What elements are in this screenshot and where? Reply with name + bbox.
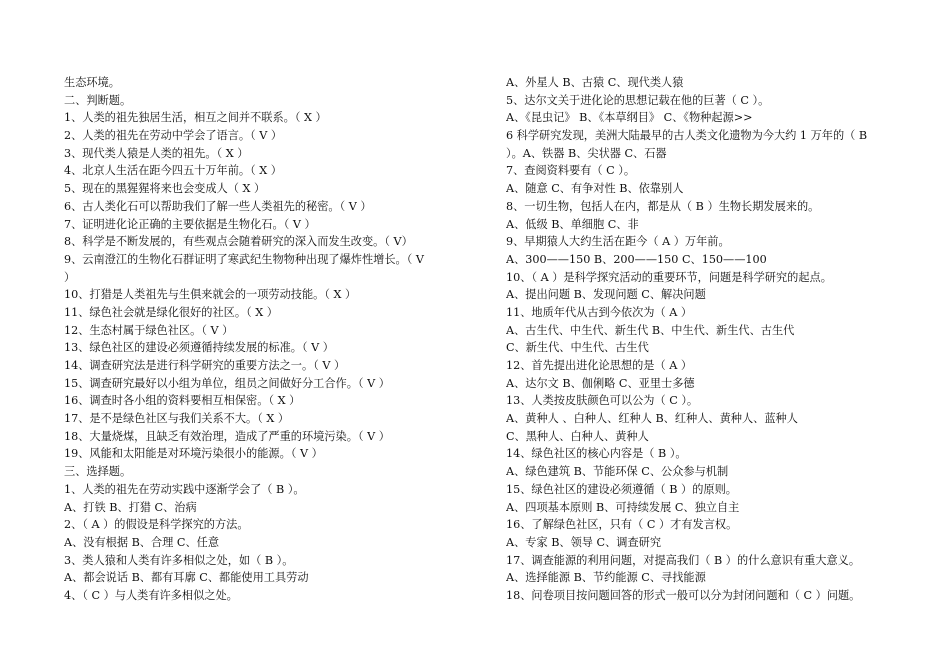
- left-column-line: 6、古人类化石可以帮助我们了解一些人类祖先的秘密。（ V ）: [64, 199, 372, 213]
- right-column-line: 11、地质年代从古到今依次为（ A ）: [506, 305, 693, 319]
- right-column-line: 6 科学研究发现，美洲大陆最早的古人类文化遗物为今大约 1 万年的（ B: [506, 129, 868, 143]
- left-column-line: 14、调查研究法是进行科学研究的重要方法之一。（ V ）: [64, 359, 346, 372]
- left-column-line: 13、绿色社区的建设必须遵循持续发展的标准。（ V ）: [64, 341, 334, 355]
- left-column-line: 4、（ C ）与人类有许多相似之处。: [64, 588, 238, 602]
- left-column-line: 三、选择题。: [64, 465, 132, 479]
- right-column-line: A、绿色建筑 B、节能环保 C、公众参与机制: [506, 465, 729, 479]
- right-column-line: A、外星人 B、古猿 C、现代类人猿: [506, 76, 684, 89]
- right-column-line: 15、绿色社区的建设必须遵循（ B ）的原则。: [506, 482, 737, 496]
- left-column-line: 2、（ A ）的假设是科学探究的方法。: [64, 518, 249, 532]
- left-column-line: A、打铁 B、打猎 C、治病: [64, 500, 197, 514]
- right-column-line: 5、达尔文关于进化论的思想记载在他的巨著（ C ）。: [506, 93, 770, 107]
- right-column: [506, 74, 898, 605]
- left-column-line: 18、大量烧煤，且缺乏有效治理，造成了严重的环境污染。（ V ）: [64, 429, 390, 443]
- left-column-line: 11、绿色社会就是绿化很好的社区。（ X ）: [64, 305, 278, 319]
- right-column-line: 17、调查能源的利用问题，对提高我们（ B ）的什么意识有重大意义。: [506, 553, 861, 567]
- right-column-line: A、随意 C、有争对性 B、依靠别人: [506, 182, 684, 196]
- right-column-line: C、黑种人、白种人、黄种人: [506, 429, 649, 443]
- left-column-line: 5、现在的黑猩猩将来也会变成人（ X ）: [64, 182, 266, 196]
- left-column-line: 1、人类的祖先在劳动实践中逐渐学会了（ B ）。: [64, 482, 305, 496]
- left-column-line: 17、是不是绿色社区与我们关系不大。（ X ）: [64, 412, 290, 426]
- left-column-line: 2、人类的祖先在劳动中学会了语言。（ V ）: [64, 129, 283, 143]
- left-column-line: 19、风能和太阳能是对环境污染很小的能源。（ V ）: [64, 447, 323, 461]
- left-column-line: 生态环境。: [64, 76, 120, 89]
- left-column-line: 15、调查研究最好以小组为单位，组员之间做好分工合作。（ V ）: [64, 376, 390, 390]
- right-column-line: A、古生代、中生代、新生代 B、中生代、新生代、古生代: [506, 323, 795, 337]
- right-column-line: C、新生代、中生代、古生代: [506, 341, 649, 355]
- right-column-line: 18、问卷项目按问题回答的形式一般可以分为封闭问题和（ C ）问题。: [506, 588, 861, 602]
- right-column-line: A、达尔文 B、伽俐略 C、亚里士多德: [506, 376, 695, 390]
- right-column-line: 9、早期猿人大约生活在距今（ A ）万年前。: [506, 235, 730, 249]
- left-column-line: 1、人类的祖先独居生活，相互之间并不联系。（ X ）: [64, 111, 327, 125]
- right-column-line: 8、一切生物，包括人在内，都是从（ B ）生物长期发展来的。: [506, 199, 820, 213]
- left-column-line: ）: [64, 270, 76, 284]
- right-column-line: ）。A、铁器 B、尖状器 C、石器: [506, 146, 667, 160]
- right-column-line: A、选择能源 B、节约能源 C、寻找能源: [506, 571, 706, 585]
- right-column-line: A、提出问题 B、发现问题 C、解决问题: [506, 288, 706, 302]
- right-column-line: A、黄种人 、白种人、红种人 B、红种人、黄种人、蓝种人: [506, 412, 798, 426]
- left-column-line: 10、打猎是人类祖先与生俱来就会的一项劳动技能。（ X ）: [64, 288, 357, 302]
- right-column-line: 7、查阅资料要有（ C ）。: [506, 164, 636, 178]
- right-column-line: 10、（ A ）是科学探究活动的重要环节，问题是科学研究的起点。: [506, 270, 832, 284]
- left-column-line: A、都会说话 B、都有耳廓 C、都能使用工具劳动: [64, 571, 309, 585]
- left-column-line: 7、证明进化论正确的主要依据是生物化石。（ V ）: [64, 217, 316, 231]
- right-column-line: A、300——150 B、200——150 C、150——100: [506, 252, 767, 266]
- left-column-line: 9、云南澄江的生物化石群证明了寒武纪生物物种出现了爆炸性增长。（ V: [64, 252, 424, 266]
- left-column-line: 8、科学是不断发展的，有些观点会随着研究的深入而发生改变。（ V）: [64, 235, 413, 249]
- left-column-line: 12、生态村属于绿色社区。（ V ）: [64, 323, 234, 337]
- left-column-line: 16、调查时各小组的资料要相互相保密。（ X ）: [64, 394, 301, 408]
- right-column-line: A、四项基本原则 B、可持续发展 C、独立自主: [506, 500, 740, 514]
- right-column-line: 13、人类按皮肤颜色可以公为（ C ）。: [506, 394, 699, 408]
- left-column-line: A、没有根据 B、合理 C、任意: [64, 535, 220, 549]
- left-column-line: 二、判断题。: [64, 93, 132, 107]
- right-column-line: A、低级 B、单细胞 C、非: [506, 217, 639, 231]
- right-column-line: A、专家 B、领导 C、调查研究: [506, 535, 662, 549]
- left-column-line: 4、北京人生活在距今四五十万年前。（ X ）: [64, 164, 282, 178]
- right-column-line: 14、绿色社区的核心内容是（ B ）。: [506, 447, 687, 461]
- left-column-line: 3、现代类人猿是人类的祖先。（ X ）: [64, 146, 249, 160]
- left-column-line: 3、类人猿和人类有许多相似之处，如（ B ）。: [64, 553, 294, 567]
- right-column-line: 16、了解绿色社区，只有（ C ）才有发言权。: [506, 518, 738, 532]
- left-column: [64, 74, 468, 605]
- right-column-line: 12、首先提出进化论思想的是（ A ）: [506, 359, 693, 372]
- right-column-line: A、《昆虫记》 B、《本草纲目》 C、《物种起源>>: [506, 111, 753, 125]
